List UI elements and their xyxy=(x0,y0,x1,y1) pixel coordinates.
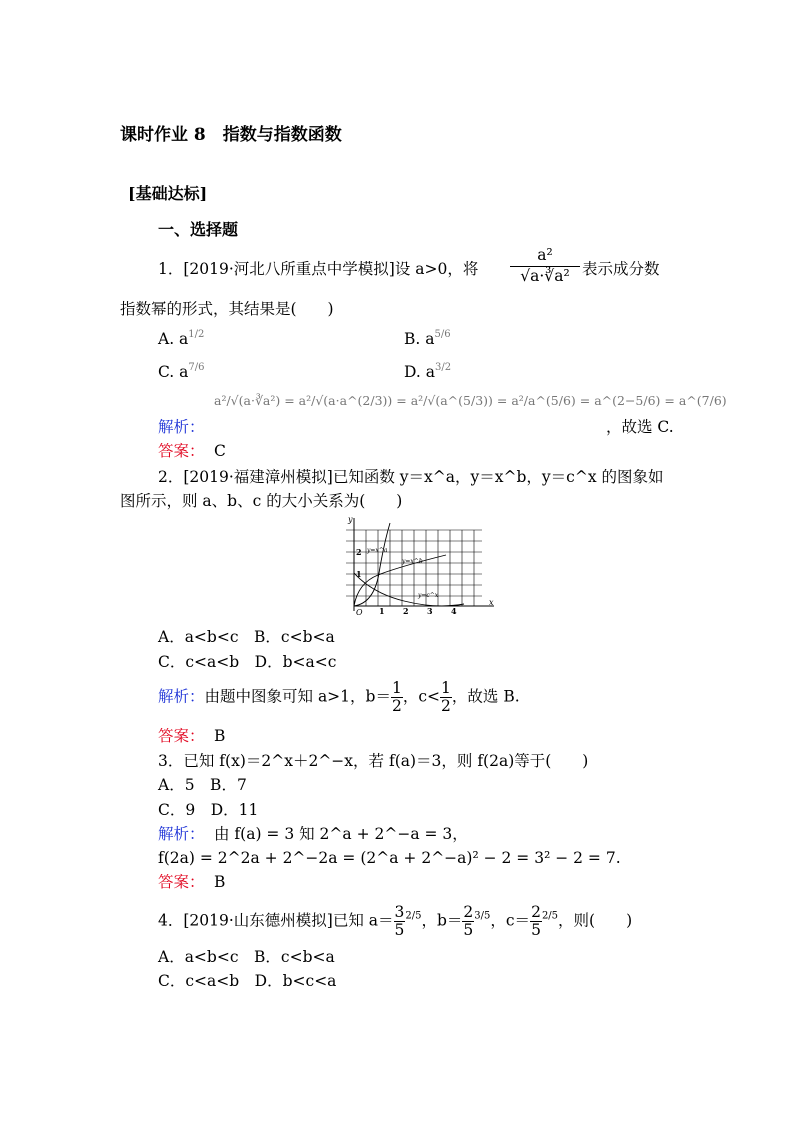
origin-label: O xyxy=(356,608,363,617)
q1-expression-denominator: √a·∛a² xyxy=(520,266,570,285)
q2-options-cd: C．c<a<b D．b<a<c xyxy=(158,653,337,671)
q1-option-d: D. $a^{3/2}$ xyxy=(404,362,452,381)
q3-jiexi-line1: 由 f(a) = 3 知 2^a + 2^−a = 3， xyxy=(214,825,468,843)
q2-options-ab: A．a<b<c B．c<b<a xyxy=(158,628,335,646)
q3-jiexi-line2: f(2a) = 2^2a + 2^−2a = (2^a + 2^−a)² − 2 = 3² − 2 = 7. xyxy=(158,849,621,867)
q2-function-graph xyxy=(334,513,499,618)
q3-jiexi-label: 解析： xyxy=(158,825,205,843)
q1-option-b: B. $a^{5/6}$ xyxy=(404,329,451,348)
q1-option-c: C. $a^{7/6}$ xyxy=(158,362,205,381)
ytick-2: 2 xyxy=(356,547,362,557)
q3-options-ab: A．5 B．7 xyxy=(158,776,247,794)
q1-answer: C xyxy=(214,442,226,460)
page-title: 课时作业 8 指数与指数函数 xyxy=(120,125,342,145)
q3-options-cd: C．9 D．11 xyxy=(158,801,259,819)
q4-options-ab: A．a<b<c B．c<b<a xyxy=(158,948,335,966)
q2-jiexi: 解析：由题中图象可知 a>1，b＝ $\frac{1}{2}$ ，c< $\frac{1}{2}$ ，故选 B. xyxy=(158,679,520,716)
q1-expression-numerator: a² xyxy=(510,248,580,267)
q1-line1-end: 表示成分数 xyxy=(582,260,660,278)
curve-c-x xyxy=(354,573,464,606)
q1-jiexi-label: 解析： xyxy=(158,418,205,436)
q1-option-a: A. $a^{1/2}$ xyxy=(158,329,205,348)
q1-jiexi-chain: a²/√(a·∛a²) = a²/√(a·a^(2/3)) = a²/√(a^(5/3)) = a²/a^(5/6) = a^(2−5/6) = a^(7/6) xyxy=(214,393,727,408)
xtick-1: 1 xyxy=(379,606,385,616)
q3-answer-label: 答案： xyxy=(158,873,205,891)
section-heading: [基础达标] xyxy=(128,184,208,203)
q2-answer-label: 答案： xyxy=(158,727,205,745)
x-axis-label: x xyxy=(489,598,494,607)
q3-answer: B xyxy=(214,873,226,891)
xtick-2: 2 xyxy=(403,606,409,616)
q1-answer-label: 答案： xyxy=(158,442,205,460)
curve-x-a xyxy=(354,523,390,606)
q2-line1: 2．[2019·福建漳州模拟]已知函数 y＝x^a，y＝x^b，y＝c^x 的图象如 xyxy=(158,468,664,486)
q2-answer: B xyxy=(214,727,226,745)
q3-line1: 3．已知 f(x)＝2^x＋2^−x，若 f(a)＝3，则 f(2a)等于( ) xyxy=(158,752,589,770)
q4-line1: 4．[2019·山东德州模拟]已知 a＝ $\frac{3}{5}$ $^{2/5}$，b＝ $\frac{2}{5}$ $^{3/5}$，c＝ $\frac{2}{5}$ $^{2/5}$，则( ) xyxy=(158,903,633,940)
curve-label-x-a: y=x^a xyxy=(367,547,388,554)
q2-line2: 图所示，则 a、b、c 的大小关系为( ) xyxy=(120,492,403,510)
curve-label-c-x: y=c^x xyxy=(418,592,439,599)
xtick-4: 4 xyxy=(451,606,457,616)
graph-grid xyxy=(346,530,482,606)
xtick-3: 3 xyxy=(427,606,433,616)
q1-expression xyxy=(510,248,580,284)
ytick-1: 1 xyxy=(356,569,362,579)
y-axis-label: y xyxy=(348,515,353,524)
q1-line2: 指数幂的形式，其结果是( ) xyxy=(120,300,334,318)
q1-jiexi-end: ，故选 C. xyxy=(606,418,674,436)
q1-line1: 1．[2019·河北八所重点中学模拟]设 a>0，将 xyxy=(158,260,479,278)
curve-label-x-b: y=x^b xyxy=(402,558,423,565)
q4-options-cd: C．c<a<b D．b<c<a xyxy=(158,972,337,990)
part-heading: 一、选择题 xyxy=(158,220,239,239)
